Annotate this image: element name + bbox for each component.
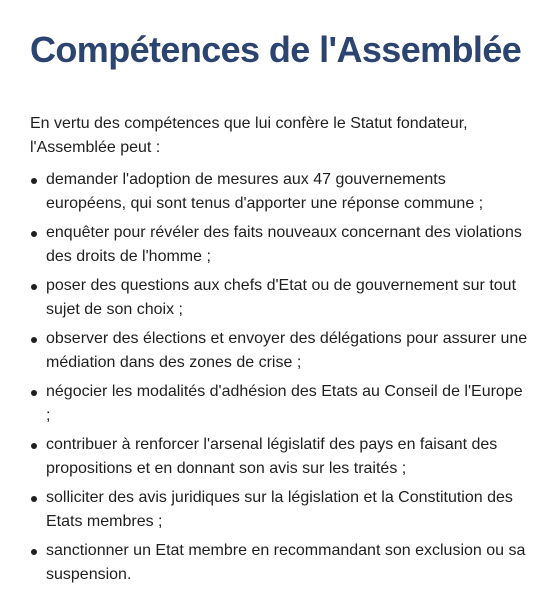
bullet-icon <box>31 284 37 290</box>
bullet-icon <box>31 549 37 555</box>
bullet-icon <box>31 443 37 449</box>
list-item <box>30 274 530 322</box>
bullet-icon <box>31 496 37 502</box>
list-item <box>30 486 530 534</box>
list-item-text: contribuer à renforcer l'arsenal législatif des pays en faisant des propositions et en donnant son avis sur les traités ; <box>46 436 498 477</box>
bullet-icon <box>31 231 37 237</box>
content-area <box>30 0 530 592</box>
list-item <box>30 327 530 375</box>
list-item <box>30 380 530 428</box>
list-item <box>30 433 530 481</box>
list-item-text: demander l'adoption de mesures aux 47 gouvernements européens, qui sont tenus d'apporter une réponse commune ; <box>46 171 484 212</box>
bullet-icon <box>31 390 37 396</box>
powers-list <box>30 168 530 587</box>
list-item-text: observer des élections et envoyer des délégations pour assurer une médiation dans des zones de crise ; <box>46 330 528 371</box>
list-item-text: poser des questions aux chefs d'Etat ou de gouvernement sur tout sujet de son choix ; <box>46 277 517 318</box>
bullet-icon <box>31 337 37 343</box>
list-item-text: sanctionner un Etat membre en recommandant son exclusion ou sa suspension. <box>46 542 526 583</box>
bullet-icon <box>31 178 37 184</box>
list-item-text: solliciter des avis juridiques sur la législation et la Constitution des Etats membres ; <box>46 489 513 530</box>
list-item <box>30 168 530 216</box>
page-title: Compétences de l'Assemblée <box>30 29 522 70</box>
intro-paragraph: En vertu des compétences que lui confère le Statut fondateur, l'Assemblée peut : <box>30 115 468 156</box>
list-item <box>30 539 530 587</box>
list-item-text: négocier les modalités d'adhésion des Etats au Conseil de l'Europe ; <box>46 383 523 424</box>
list-item <box>30 221 530 269</box>
list-item-text: enquêter pour révéler des faits nouveaux concernant des violations des droits de l'homme ; <box>46 224 522 265</box>
